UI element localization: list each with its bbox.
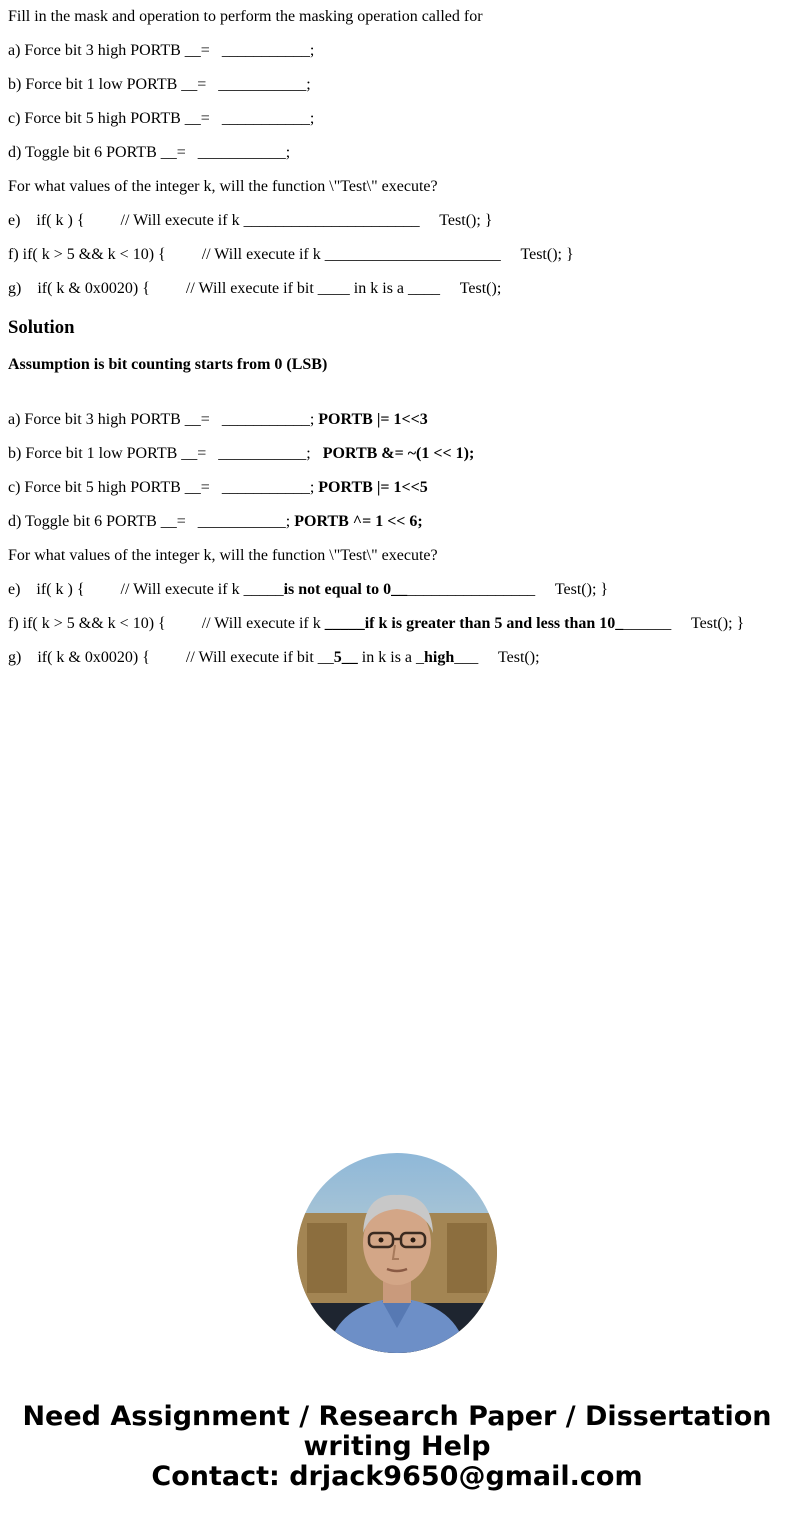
question-a: a) Force bit 3 high PORTB __= ___________; [8, 42, 315, 59]
solution-g-answer-level: high [424, 649, 455, 666]
solution-f-prefix: f) if( k > 5 && k < 10) { // Will execute if k [8, 615, 325, 632]
question-f: f) if( k > 5 && k < 10) { // Will execute if k ______________________ Test(); } [8, 246, 574, 263]
solution-e-answer: is not equal to 0__ [283, 581, 408, 598]
solution-g-suffix: ___ Test(); [454, 649, 540, 666]
solution-f [8, 614, 744, 634]
solution-d [8, 512, 423, 532]
solution-k-intro: For what values of the integer k, will the function \"Test\" execute? [8, 547, 438, 564]
solution-a [8, 410, 428, 430]
solution-b [8, 444, 474, 464]
footer-line-2: writing Help [303, 1431, 491, 1462]
question-c: c) Force bit 5 high PORTB __= ___________; [8, 110, 315, 127]
solution-f-answer: _____if k is greater than 5 and less than 10_ [324, 615, 624, 632]
footer-contact: Contact: drjack9650@gmail.com [151, 1461, 643, 1492]
solution-c [8, 478, 428, 498]
solution-c-prefix: c) Force bit 5 high PORTB __= ___________; [8, 479, 319, 496]
solution-g-answer-bit: 5__ [333, 649, 358, 666]
solution-heading: Solution [8, 317, 75, 338]
footer-ad [0, 1402, 794, 1492]
assumption-text: Assumption is bit counting starts from 0 (LSB) [8, 356, 328, 373]
question-g: g) if( k & 0x0020) { // Will execute if bit ____ in k is a ____ Test(); [8, 280, 502, 297]
footer-line-1: Need Assignment / Research Paper / Dissertation [22, 1401, 772, 1432]
person-portrait-icon [297, 1153, 497, 1353]
solution-g-prefix: g) if( k & 0x0020) { // Will execute if bit __ [8, 649, 334, 666]
question-k-intro: For what values of the integer k, will the function \"Test\" execute? [8, 178, 438, 195]
solution-b-prefix: b) Force bit 1 low PORTB __= ___________; [8, 445, 323, 462]
solution-f-suffix: ______ Test(); } [623, 615, 745, 632]
question-b: b) Force bit 1 low PORTB __= ___________; [8, 76, 311, 93]
solution-d-answer: PORTB ^= 1 << 6; [294, 513, 423, 530]
question-d: d) Toggle bit 6 PORTB __= ___________; [8, 144, 291, 161]
solution-e-prefix: e) if( k ) { // Will execute if k _____ [8, 581, 284, 598]
solution-b-answer: PORTB &= ~(1 << 1); [322, 445, 475, 462]
solution-e-suffix: ________________ Test(); } [407, 581, 609, 598]
solution-g-mid: in k is a _ [357, 649, 425, 666]
solution-d-prefix: d) Toggle bit 6 PORTB __= ___________; [8, 513, 295, 530]
solution-a-answer: PORTB |= 1<<3 [318, 411, 428, 428]
question-e: e) if( k ) { // Will execute if k ______________________ Test(); } [8, 212, 493, 229]
solution-c-answer: PORTB |= 1<<5 [318, 479, 428, 496]
solution-a-prefix: a) Force bit 3 high PORTB __= ___________; [8, 411, 319, 428]
solution-e [8, 580, 608, 600]
question-intro: Fill in the mask and operation to perform the masking operation called for [8, 8, 483, 25]
solution-g [8, 648, 540, 668]
author-avatar [297, 1153, 497, 1353]
